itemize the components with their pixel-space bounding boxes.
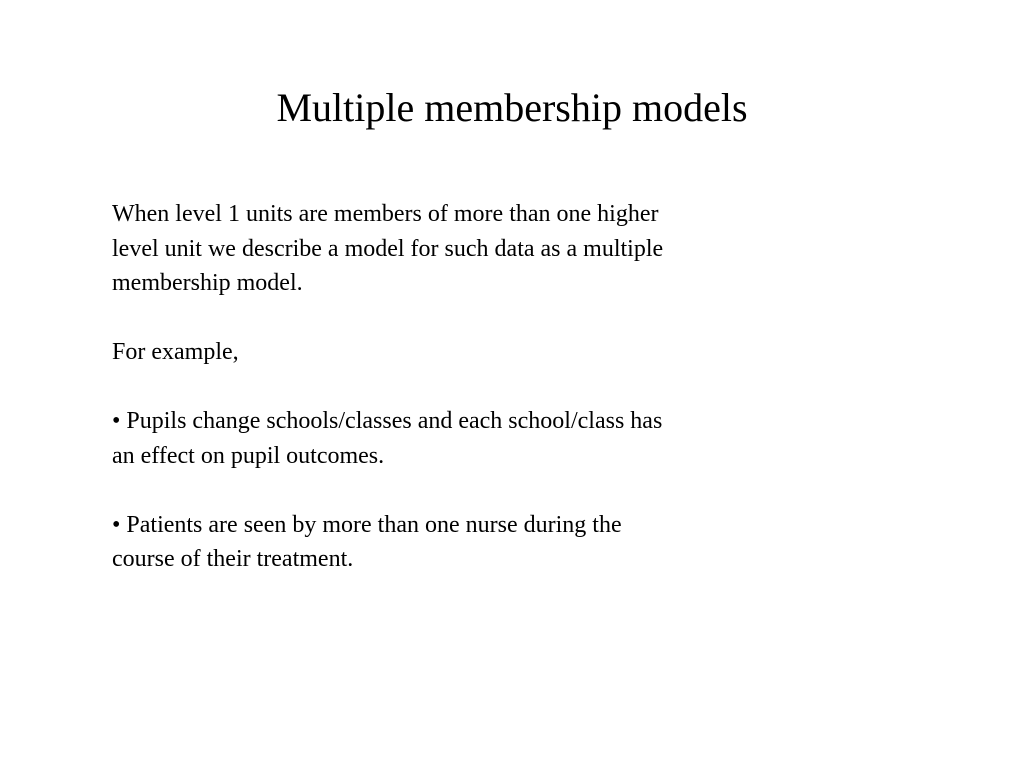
bullet-line: • Patients are seen by more than one nurse during the (112, 511, 622, 538)
slide-body (112, 197, 792, 577)
intro-line: level unit we describe a model for such data as a multiple (112, 235, 664, 262)
intro-line: When level 1 units are members of more than one higher (112, 201, 659, 227)
example-label: For example, (112, 339, 239, 365)
paragraph-gap (112, 473, 792, 508)
bullet-line: course of their treatment. (112, 546, 354, 572)
slide-title: Multiple membership models (276, 85, 748, 130)
intro-paragraph (112, 197, 792, 301)
bullet-line: an effect on pupil outcomes. (112, 442, 385, 469)
paragraph-gap (112, 301, 792, 336)
bullet-pupils (112, 404, 792, 473)
bullet-line: • Pupils change schools/classes and each school/class has (112, 408, 663, 434)
paragraph-gap (112, 370, 792, 405)
bullet-patients (112, 508, 792, 577)
intro-line: membership model. (112, 270, 303, 296)
